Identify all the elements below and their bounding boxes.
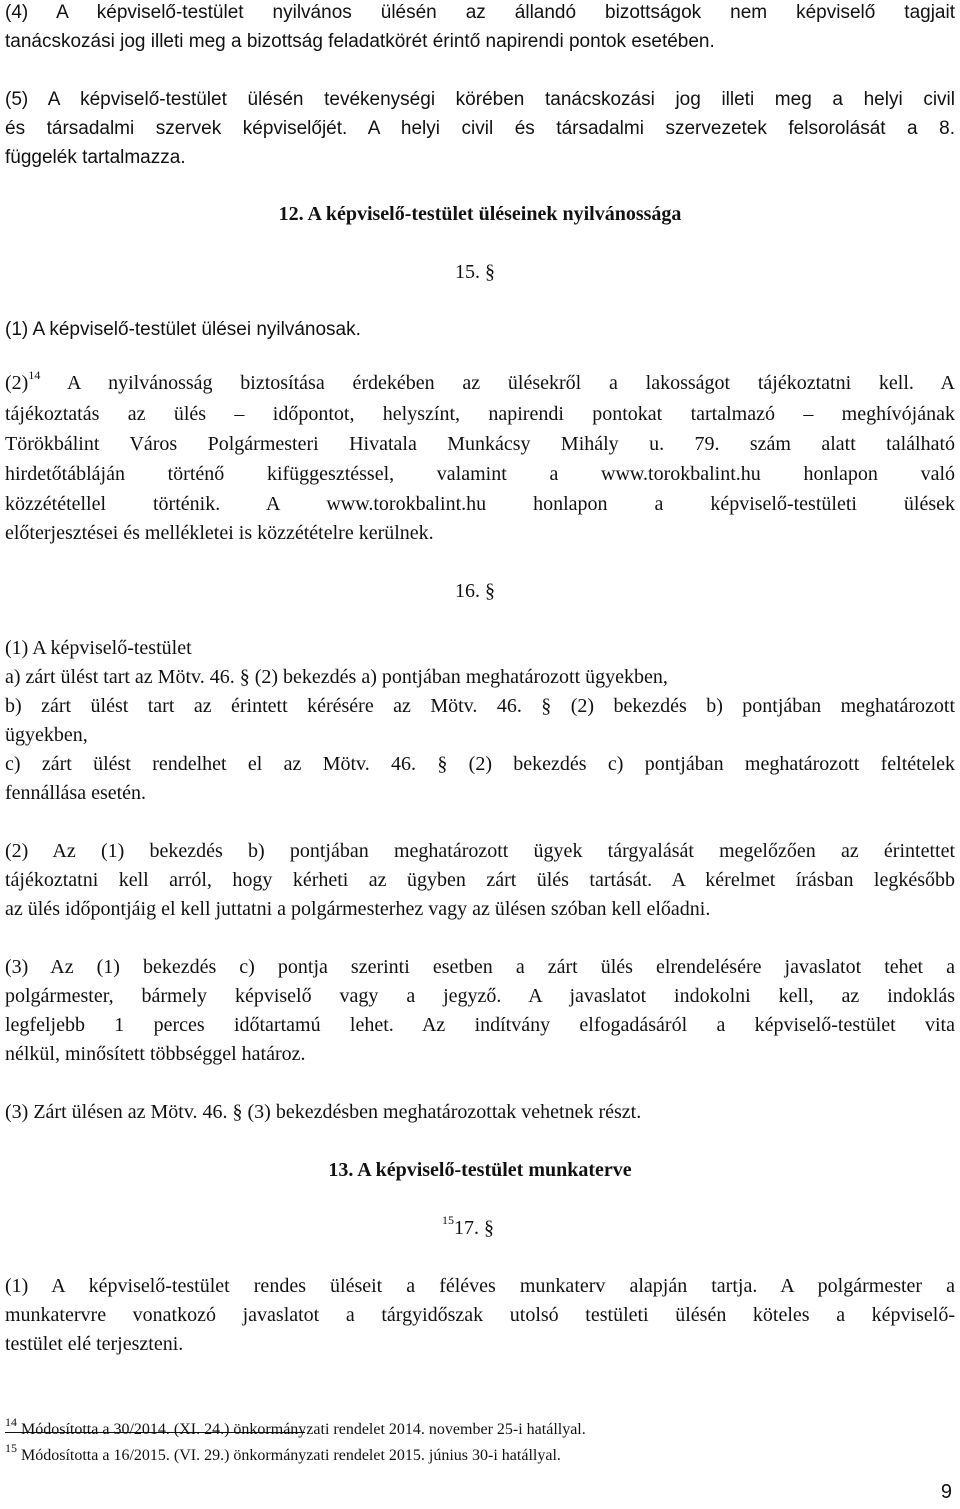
section-16-paragraph-2-line-1: (2) Az (1) bekezdés b) pontjában meghatározott ügyek tárgyalását megelőzően az érintettet: [5, 840, 955, 862]
section-15-paragraph-2-line-3: Törökbálint Város Polgármesteri Hivatala Munkácsy Mihály u. 79. szám alatt található: [5, 433, 955, 455]
section-16-paragraph-3-line-3: legfeljebb 1 perces időtartamú lehet. Az indítvány elfogadásáról a képviselő-testület vita: [5, 1014, 955, 1036]
section-16-paragraph-1-line-1: (1) A képviselő-testület: [5, 637, 192, 659]
section-15-paragraph-2-line-1: [5, 368, 955, 395]
section-16-paragraph-2-line-2: tájékoztatni kell arról, hogy kérheti az ügyben zárt ülés tartását. A kérelmet írásban legkésőbb: [5, 869, 955, 891]
paragraph-5-line-1: (5) A képviselő-testület ülésén tevékenységi körében tanácskozási jog illeti meg a helyi civil: [5, 89, 955, 110]
page-number: 9: [940, 1481, 952, 1503]
paragraph-5-line-3: függelék tartalmazza.: [5, 147, 186, 168]
section-16-label: 16. §: [455, 580, 495, 602]
section-16-paragraph-3-line-2: polgármester, bármely képviselő vagy a jegyző. A javaslatot indokolni kell, az indoklás: [5, 985, 955, 1007]
footnote-ref-15[interactable]: 15: [442, 1213, 454, 1228]
footnote-number: 15: [5, 1440, 17, 1455]
section-17-paragraph-1-line-1: (1) A képviselő-testület rendes üléseit a féléves munkaterv alapján tartja. A polgármester a: [5, 1275, 955, 1297]
section-15-label: 15. §: [455, 261, 495, 283]
section-16-paragraph-3-line-1: (3) Az (1) bekezdés c) pontja szerinti esetben a zárt ülés elrendelésére javaslatot tehet a: [5, 956, 955, 978]
section-16-paragraph-1-line-3: b) zárt ülést tart az érintett kérésére az Mötv. 46. § (2) bekezdés b) pontjában meghatározott: [5, 695, 955, 717]
section-16-paragraph-1-line-6: fennállása esetén.: [5, 782, 147, 804]
paragraph-5-line-2: és társadalmi szervek képviselőjét. A helyi civil és társadalmi szervezetek felsorolását a 8.: [5, 118, 955, 139]
footnote-ref-14[interactable]: 14: [28, 368, 41, 383]
footnote-14: [5, 1414, 955, 1440]
section-17-label: [442, 1213, 562, 1240]
section-16-paragraph-2-line-3: az ülés időpontjáig el kell juttatni a polgármesterhez vagy az ülésen szóban kell előadni.: [5, 898, 711, 920]
section-15-paragraph-2-line-4: hirdetőtábláján történő kifüggesztéssel, valamint a www.torokbalint.hu honlapon való: [5, 463, 955, 485]
paragraph-number: (2): [5, 372, 29, 394]
section-16-paragraph-3-line-4: nélkül, minősített többséggel határoz.: [5, 1043, 306, 1065]
footnote-15: [5, 1440, 955, 1466]
chapter-13-heading: 13. A képviselő-testület munkaterve: [328, 1159, 632, 1181]
section-15-paragraph-1: (1) A képviselő-testület ülései nyilvánosak.: [5, 319, 361, 340]
section-15-paragraph-2-line-6: előterjesztései és mellékletei is közzétételre kerülnek.: [5, 522, 434, 544]
section-17-paragraph-1-line-2: munkatervre vonatkozó javaslatot a tárgyidőszak utolsó testületi ülésén köteles a képviselő-: [5, 1304, 955, 1326]
footnote-text: Módosította a 30/2014. (XI. 24.) önkormányzati rendelet 2014. november 25-i hatállyal.: [17, 1421, 586, 1438]
section-16-paragraph-1-line-5: c) zárt ülést rendelhet el az Mötv. 46. § (2) bekezdés c) pontjában meghatározott feltételek: [5, 753, 955, 775]
section-17-number: 17. §: [454, 1217, 494, 1239]
chapter-12-heading: 12. A képviselő-testület üléseinek nyilvánossága: [278, 203, 682, 225]
paragraph-4-line-1: (4) A képviselő-testület nyilvános ülésén az állandó bizottságok nem képviselő tagjait: [5, 2, 955, 23]
paragraph-text: A nyilvánosság biztosítása érdekében az ülésekről a lakosságot tájékoztatni kell. A: [40, 372, 955, 394]
section-15-paragraph-2-line-5: közzététellel történik. A www.torokbalint.hu honlapon a képviselő-testületi ülések: [5, 493, 955, 515]
section-16-paragraph-1-line-2: a) zárt ülést tart az Mötv. 46. § (2) bekezdés a) pontjában meghatározott ügyekben,: [5, 666, 668, 688]
section-17-paragraph-1-line-3: testület elé terjeszteni.: [5, 1333, 184, 1355]
section-16-paragraph-4: (3) Zárt ülésen az Mötv. 46. § (3) bekezdésben meghatározottak vehetnek részt.: [5, 1101, 642, 1123]
section-16-paragraph-1-line-4: ügyekben,: [5, 724, 88, 746]
footnote-text: Módosította a 16/2015. (VI. 29.) önkormányzati rendelet 2015. június 30-i hatállyal.: [17, 1447, 561, 1464]
section-15-paragraph-2-line-2: tájékoztatás az ülés – időpontot, helyszínt, napirendi pontokat tartalmazó – meghívójának: [5, 403, 955, 425]
paragraph-4-line-2: tanácskozási jog illeti meg a bizottság feladatkörét érintő napirendi pontok esetében.: [5, 31, 715, 52]
footnote-number: 14: [5, 1414, 17, 1429]
